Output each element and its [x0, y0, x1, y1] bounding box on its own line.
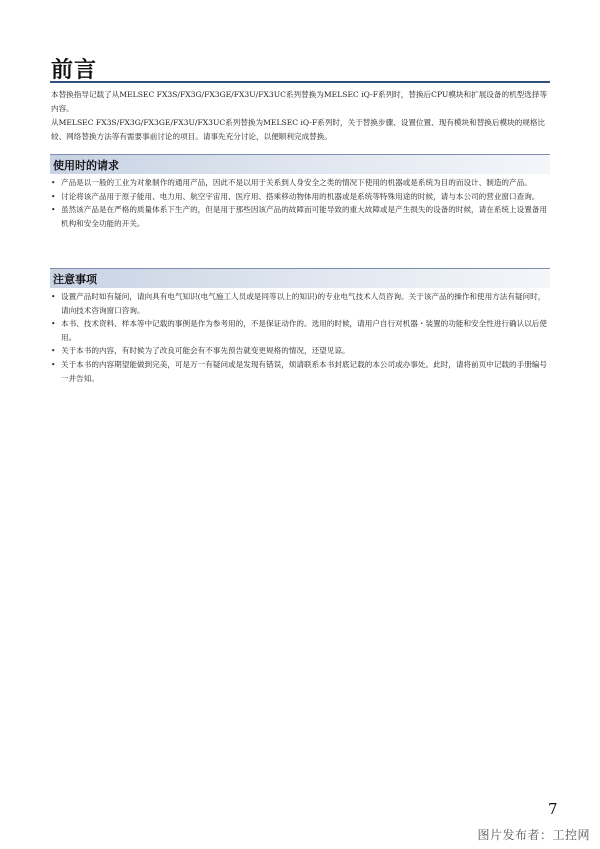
list-item: • 虽然该产品是在严格的质量体系下生产的，但是用于那些因该产品的故障而可能导致的重大故障或是产生损失的设备的时候，请在系统上设置备用机构和安全功能的开关。 [51, 203, 551, 230]
section-heading-label: 注意事项 [53, 273, 97, 286]
watermark: 图片发布者：工控网 [477, 828, 590, 842]
notes-list [51, 290, 551, 385]
list-item: • 讨论将该产品用于原子能用、电力用、航空宇宙用、医疗用、搭乘移动物体用的机器或是系统等特殊用途的时候，请与本公司的营业窗口查询。 [51, 190, 551, 204]
intro-paragraph-1: 本替换指导记载了从MELSEC FX3S/FX3G/FX3GE/FX3U/FX3UC系列替换为MELSEC iQ-F系列时，替换后CPU模块和扩展设备的机型选择等内容。 [51, 90, 548, 113]
list-item: • 设置产品时如有疑问，请向具有电气知识(电气施工人员或是同等以上的知识)的专业电气技术人员咨询。关于该产品的操作和使用方法有疑问时，请向技术咨询窗口咨询。 [51, 290, 551, 317]
list-item: • 本书、技术资料、样本等中记载的事例是作为参考用的，不是保证动作的。选用的时候，请用户自行对机器・装置的功能和安全性进行确认以后使用。 [51, 317, 551, 344]
list-item: • 产品是以一般的工业为对象制作的通用产品，因此不是以用于关系到人身安全之类的情况下使用的机器或是系统为目的而设计、制造的产品。 [51, 176, 551, 190]
list-item: • 关于本书的内容期望能做到完美，可是万一有疑问或是发现有错误，烦请联系本书封底记载的本公司或办事处。此时，请将前页中记载的手册编号一并告知。 [51, 358, 551, 385]
usage-requests-list [51, 176, 551, 230]
title-rule [50, 81, 550, 83]
page-title: 前言 [51, 57, 98, 83]
section-heading-usage-requests [50, 154, 550, 174]
page-number: 7 [548, 800, 558, 818]
section-heading-label: 使用时的请求 [53, 159, 119, 172]
section-heading-notes [50, 268, 550, 288]
intro-paragraph-2: 从MELSEC FX3S/FX3G/FX3GE/FX3U/FX3UC系列替换为MELSEC iQ-F系列时，关于替换步骤、设置位置、现有模块和替换后模块的规格比较、网络替换方法等有需要事前讨论的项目。请事先充分讨论，以便顺利完成替换。 [51, 118, 546, 141]
list-item: • 关于本书的内容，有时候为了改良可能会有不事先预告就变更规格的情况，还望见谅。 [51, 344, 551, 358]
